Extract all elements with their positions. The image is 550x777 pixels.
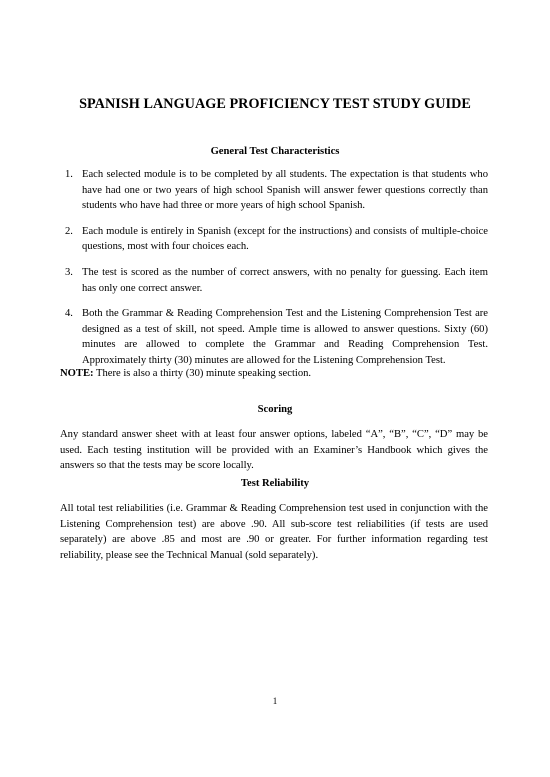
list-item-number: 3. [65,266,73,278]
list-item [60,224,488,255]
list-item-number: 4. [65,308,73,320]
note-text: There is also a thirty (30) minute speaking section. [93,368,312,379]
list-item [60,167,488,214]
scoring-paragraph: Any standard answer sheet with at least four answer options, labeled “A”, “B”, “C”, “D” may be used. Each testing institution will be provided with an Examiner’s Handbook which gives the answers so that the tests may be score locally. [60,429,488,472]
page-number: 1 [272,696,278,706]
note-paragraph [60,368,311,379]
list-item-text: Each module is entirely in Spanish (except for the instructions) and consists of multiple-choice questions, most with four choices each. [82,225,488,253]
section-heading-characteristics: General Test Characteristics [210,146,340,157]
list-item-text: Both the Grammar & Reading Comprehension Test and the Listening Comprehension Test are designed as a test of skill, not speed. Ample time is allowed to answer questions. Sixty (60) minutes are allowed to complete the Grammar and Reading Comprehension Test. Approximately thirty (30) minutes are allowed for the Listening Comprehension Test. [82,308,488,366]
section-heading-reliability: Test Reliability [240,478,310,489]
list-item-text: The test is scored as the number of correct answers, with no penalty for guessing. Each item has only one correct answer. [82,266,488,294]
reliability-paragraph: All total test reliabilities (i.e. Grammar & Reading Comprehension test used in conjunction with the Listening Comprehension test) are above .90. All sub-score test reliabilities (if tests are used separately) are above .85 and most are .90 or greater. For further information regarding test reliability, please see the Technical Manual (sold separately). [60,503,488,561]
list-item [60,265,488,296]
document-title: SPANISH LANGUAGE PROFICIENCY TEST STUDY GUIDE [79,96,471,112]
characteristics-list [60,167,488,379]
section-heading-scoring: Scoring [257,404,293,415]
list-item-number: 1. [65,169,73,180]
note-label: NOTE: [60,368,94,379]
list-item [60,306,488,368]
list-item-number: 2. [65,225,73,237]
list-item-text: Each selected module is to be completed by all students. The expectation is that students who have had one or two years of high school Spanish will answer fewer questions correctly than students who have had three or more years of high school Spanish. [82,169,488,212]
